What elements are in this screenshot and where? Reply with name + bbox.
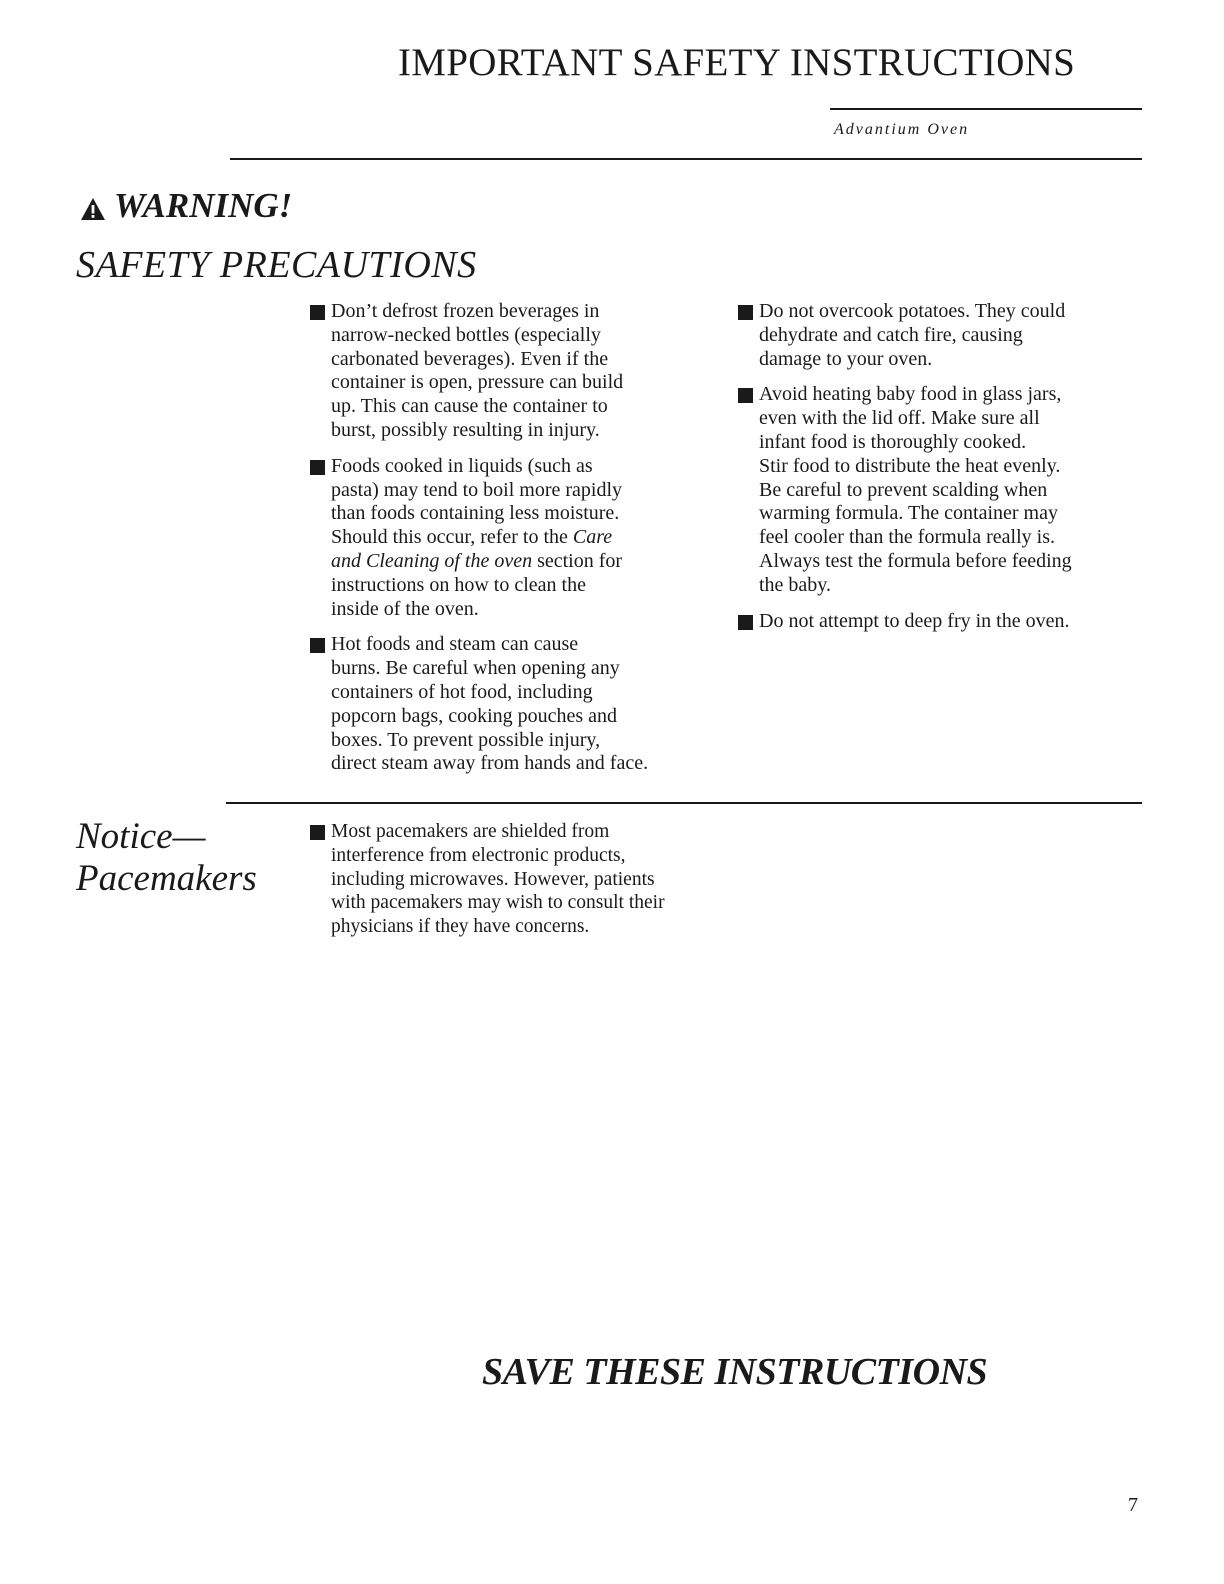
warning-triangle-icon	[80, 196, 106, 222]
precautions-left-column	[308, 300, 720, 788]
square-bullet-icon	[310, 460, 325, 475]
section-reference: Care and Cleaning of the oven	[331, 526, 613, 572]
page-number: 7	[1128, 1494, 1138, 1516]
notice-column	[308, 820, 720, 951]
list-item-text-end: section for instructions on how to clean the inside of the oven.	[331, 549, 623, 620]
list-item	[308, 455, 720, 622]
square-bullet-icon	[310, 638, 325, 653]
page-title: IMPORTANT SAFETY INSTRUCTIONS	[398, 41, 1076, 84]
list-item-text: Do not overcook potatoes. They could dehydrate and catch fire, causing damage to your oven.	[759, 300, 1066, 370]
product-subtitle: Advantium Oven	[834, 121, 970, 138]
warning-heading	[80, 186, 292, 226]
list-item	[736, 300, 1148, 371]
list-item-text	[331, 455, 720, 622]
square-bullet-icon	[738, 388, 753, 403]
square-bullet-icon	[738, 615, 753, 630]
list-item-text: Hot foods and steam can cause burns. Be careful when opening any containers of hot food, including popcorn bags, cooking pouches and boxes. To prevent possible injury, direct steam away from hands and face.	[331, 633, 649, 775]
square-bullet-icon	[310, 305, 325, 320]
precautions-right-column	[736, 300, 1148, 645]
list-item-text: Don’t defrost frozen beverages in narrow-necked bottles (especially carbonated beverages). Even if the container is open, pressure can build up. This can cause the container to burst, possibly resulting in injury.	[331, 300, 624, 441]
list-item	[736, 383, 1148, 597]
list-item	[736, 610, 1148, 634]
save-instructions-banner: SAVE THESE INSTRUCTIONS	[482, 1351, 988, 1393]
section-divider	[226, 802, 1142, 804]
header-rule-long	[230, 158, 1142, 160]
list-item	[308, 820, 720, 939]
warning-label: WARNING!	[114, 186, 293, 225]
square-bullet-icon	[310, 825, 325, 840]
list-item-text: Do not attempt to deep fry in the oven.	[759, 609, 1070, 632]
list-item-text-start: Foods cooked in liquids (such as pasta) may tend to boil more rapidly than foods containing less moisture. Should this occur, refer to the	[331, 454, 623, 549]
notice-pacemakers-title: Notice— Pacemakers	[76, 816, 257, 899]
section-title-safety-precautions: SAFETY PRECAUTIONS	[76, 244, 477, 286]
list-item-text: Avoid heating baby food in glass jars, even with the lid off. Make sure all infant food is thoroughly cooked. Stir food to distribute the heat evenly. Be careful to prevent scalding when warming formula. The container may feel cooler than the formula really is. Always test the formula before feeding the baby.	[759, 383, 1072, 596]
header-rule-short	[830, 108, 1142, 110]
list-item-text: Most pacemakers are shielded from interference from electronic products, including microwaves. However, patients with pacemakers may wish to consult their physicians if they have concerns.	[331, 821, 665, 938]
list-item	[308, 633, 720, 776]
square-bullet-icon	[738, 305, 753, 320]
list-item	[308, 300, 720, 443]
